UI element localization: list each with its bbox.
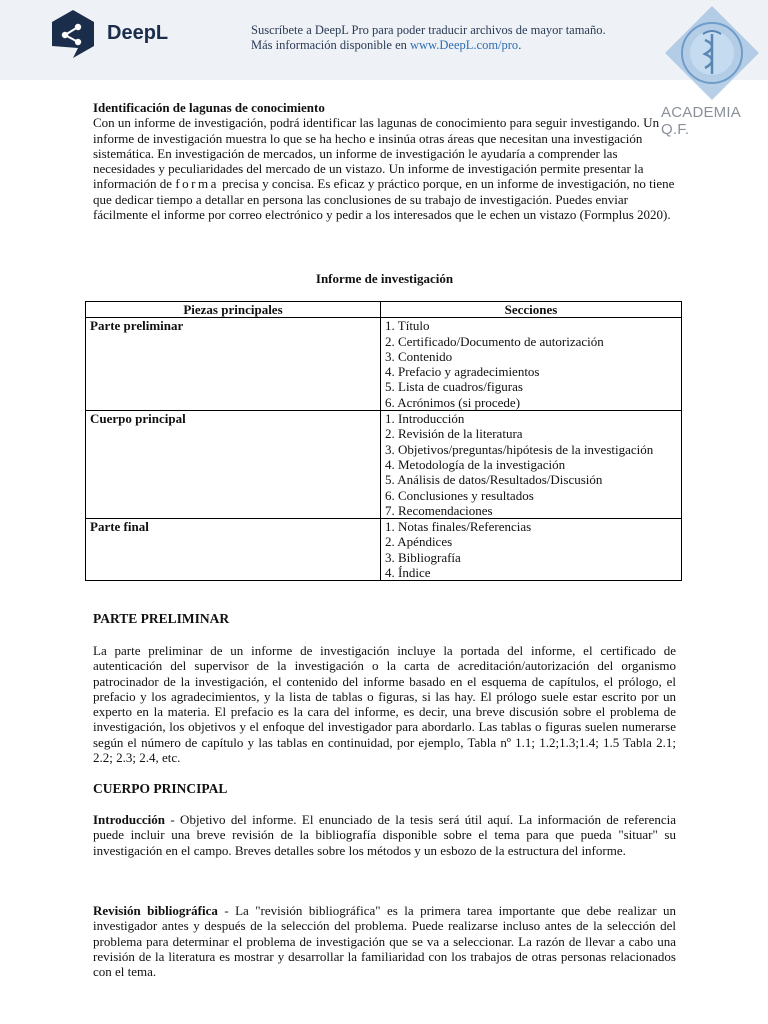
table-cell-sections bbox=[381, 519, 682, 581]
table-title: Informe de investigación bbox=[315, 271, 454, 286]
sections-table bbox=[85, 301, 682, 581]
introduccion-body: - Objetivo del informe. El enunciado de la tesis será útil aquí. La información de referencia puede incluir una breve revisión de la bibliografía disponible sobre el tema para que pueda "situar" su investigación en el campo. Breves detalles sobre los métodos y un esbozo de la estructura del informe. bbox=[93, 812, 676, 858]
table-row bbox=[86, 519, 682, 581]
deepl-banner bbox=[0, 0, 768, 80]
section-item: 4. Índice bbox=[385, 565, 431, 581]
cuerpo-heading: CUERPO PRINCIPAL bbox=[93, 781, 228, 796]
deepl-promo-text bbox=[251, 23, 606, 53]
section-item: 5. Análisis de datos/Resultados/Discusión bbox=[385, 472, 603, 488]
revision-paragraph bbox=[93, 903, 676, 979]
section-item: 5. Lista de cuadros/figuras bbox=[385, 379, 523, 395]
table-row bbox=[86, 318, 682, 411]
section-item: 3. Contenido bbox=[385, 348, 453, 364]
section-item: 7. Recomendaciones bbox=[385, 502, 493, 518]
intro-paragraph bbox=[93, 115, 676, 222]
promo-line-1: Suscríbete a DeepL Pro para poder traducir archivos de mayor tamaño. bbox=[251, 23, 606, 37]
document-body bbox=[90, 100, 676, 980]
revision-label: Revisión bibliográfica bbox=[93, 903, 218, 918]
section-item: 2. Apéndices bbox=[385, 534, 453, 550]
preliminar-heading: PARTE PRELIMINAR bbox=[93, 611, 230, 626]
table-header-row bbox=[86, 302, 682, 318]
table-cell-sections bbox=[381, 318, 682, 411]
intro-heading: Identificación de lagunas de conocimiento bbox=[93, 100, 325, 115]
introduccion-label: Introducción bbox=[93, 812, 165, 827]
deepl-brand-name[interactable]: DeepL bbox=[107, 22, 169, 44]
deepl-pro-link[interactable]: www.DeepL.com/pro bbox=[410, 38, 519, 52]
section-item: 1. Introducción bbox=[385, 411, 465, 427]
table-cell-piece: Parte preliminar bbox=[86, 318, 381, 411]
revision-body: - La "revisión bibliográfica" es la primera tarea importante que debe realizar un investigador antes y después de la selección del problema. Puede realizarse incluso antes de la selección del problema para determinar el problema de investigación que se va a seleccionar. La razón de llevar a cabo una revisión de la literatura es mostrar y desarrollar la familiaridad con los trabajos de otras personas relacionados con el tema. bbox=[93, 903, 676, 980]
section-item: 6. Acrónimos (si procede) bbox=[385, 394, 521, 410]
academia-seal-icon bbox=[661, 4, 763, 102]
table-cell-sections bbox=[381, 411, 682, 519]
section-item: 6. Conclusiones y resultados bbox=[385, 487, 534, 503]
table-header-pieces: Piezas principales bbox=[86, 302, 381, 318]
table-header-sections: Secciones bbox=[381, 302, 682, 318]
promo-line-2 bbox=[251, 38, 606, 53]
academia-label: ACADEMIA Q.F. bbox=[661, 104, 741, 138]
section-item: 2. Revisión de la literatura bbox=[385, 426, 523, 442]
introduccion-paragraph bbox=[93, 812, 676, 858]
intro-text-a: Con un informe de investigación, podrá identificar las lagunas de conocimiento para seguir investigando. Un informe de investigación muestra lo que se ha hecho e insinúa otras áreas que necesitan una investigación sistemática. En investigación de mercados, un informe de investigación le ayudaría a comprender las necesidades y peculiaridades del mercado de un vistazo. Un informe de investigación permite presentar la información de bbox=[93, 115, 660, 192]
promo-line-2-suffix: . bbox=[518, 38, 522, 52]
table-cell-piece: Parte final bbox=[86, 519, 381, 581]
section-item: 4. Metodología de la investigación bbox=[385, 456, 566, 472]
table-cell-piece: Cuerpo principal bbox=[86, 411, 381, 519]
table-row bbox=[86, 411, 682, 519]
promo-line-2-prefix: Más información disponible en bbox=[251, 38, 410, 52]
intro-text-spaced: forma bbox=[175, 176, 219, 192]
section-item: 1. Título bbox=[385, 318, 430, 334]
deepl-logo-icon[interactable] bbox=[48, 8, 98, 60]
section-item: 3. Objetivos/preguntas/hipótesis de la investigación bbox=[385, 441, 654, 457]
section-item: 3. Bibliografía bbox=[385, 549, 461, 565]
intro-text-b: precisa y concisa. Es eficaz y práctico porque, en un informe de investigación, no tiene que dedicar tiempo a detallar en persona las conclusiones de su trabajo de investigación. Puedes enviar fácilmente el informe por correo electrónico y pedir a los interesados que le echen un vistazo (Formplus 2020). bbox=[93, 176, 675, 223]
section-item: 2. Certificado/Documento de autorización bbox=[385, 333, 604, 349]
section-item: 1. Notas finales/Referencias bbox=[385, 519, 532, 535]
preliminar-paragraph: La parte preliminar de un informe de investigación incluye la portada del informe, el certificado de autenticación del supervisor de la investigación o la carta de acreditación/autorización del organismo patrocinador de la investigación, el contenido del informe basado en el esquema de capítulos, el prólogo, el prefacio y los agradecimientos, y la lista de tablas o figuras, si las hay. El prólogo suele estar escrito por un experto en la materia. El prefacio es la cara del informe, es decir, una breve discusión sobre el problema de investigación, los objetivos y el enfoque del investigador para abordarlo. Las tablas o figuras suelen numerarse según el número de capítulo y las tablas en continuidad, por ejemplo, Tabla nº 1.1; 1.2;1.3;1.4; 1.5 Tabla 2.1; 2.2; 2.3; 2.4, etc. bbox=[93, 643, 676, 766]
section-item: 4. Prefacio y agradecimientos bbox=[385, 364, 540, 380]
